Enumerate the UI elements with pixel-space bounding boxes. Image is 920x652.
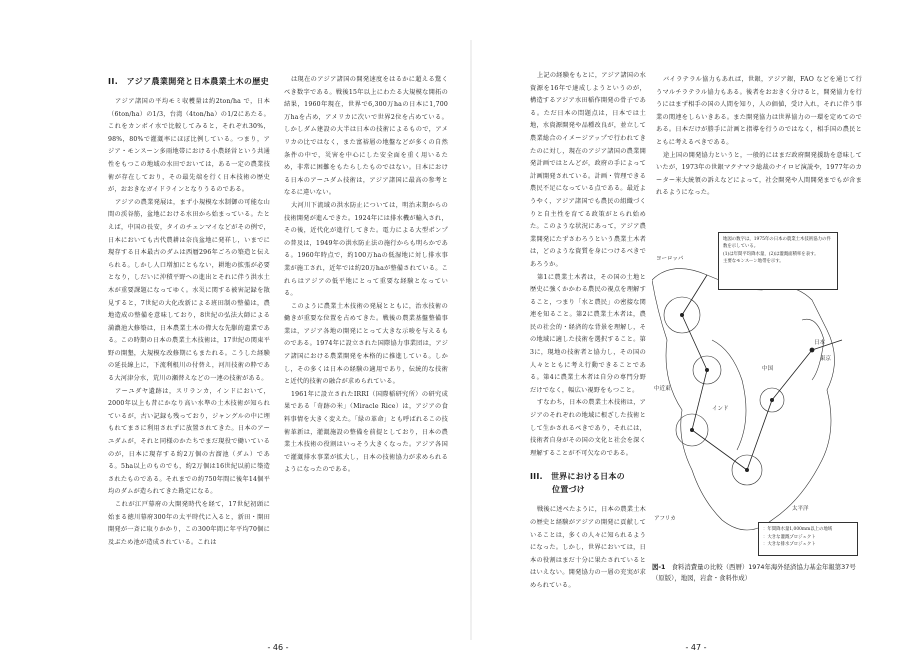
gutter xyxy=(470,40,472,640)
figure-caption-text: 食料消費量の比較（西暦）1974年海外経済協力基金年報第37号（原版），地図，岩倉・食料作成） xyxy=(652,563,856,582)
paragraph: アーユダヤ遺跡は，スリランカ，インドにおいて，2000年以上も昔にかなり高い水準の土木技術が知られているが，古い記録も残っており，ジャングルの中に埋もれてまさに利用されずに放置されてきた。日本のアーユダムが，それと同様のかたちでまだ現役で働いているのが，日本に現存する約2万個の古溜池（ダム）である。5ha以上のものでも，約2万個は16世紀以前に築造されたものである。それまでの約750年間に後年14個平均のダムが造られてきた勘定になる。 xyxy=(108,387,270,496)
left-col-2 xyxy=(284,74,448,594)
left-page xyxy=(108,70,448,652)
legend-line: 主要なモンスーン地帯を示す。 xyxy=(723,258,784,264)
paragraph: 第1に農業土木者は，その国の土地と歴史に強くかかわる農民の視点を理解すること，つまり「水と農民」の密接な関連を知ること。第2に農業土木者は，農民の社会的・経済的な背景を理解し，その地域に適した技術を選択すること。第3に，現地の技術者と協力し，その国の人々とともに考え行動できることである。第4に農業土木者は自分の専門分野だけでなく，幅広い視野をもつこと。 xyxy=(530,273,646,394)
section-title-sub: 位置づけ xyxy=(552,485,585,495)
left-col-1 xyxy=(108,70,270,590)
page-number: - 47 - xyxy=(685,643,707,652)
paragraph: アジア諸国の平均モミ収穫量は約2ton/ha で，日本（6ton/ha）の1/3，台湾（4ton/ha）の1/2にあたる。これをカンボイ水で比較してみると，それぞれ30%，98%，80%で灌漑率にほぼ比例している。つまり，アジア・モンスーン多雨地帯における小農経営という共通性をもつこの地域の水田でおいては，ある一定の農業技術が存在しており，その最先端を行く日本技術の歴史が，おおきなガイドラインとなりうるのである。 xyxy=(108,98,270,194)
section-title: II. アジア農業開発と日本農業土木の歴史 xyxy=(108,77,270,86)
right-col-2 xyxy=(656,74,862,224)
paragraph: このように農業土木技術の発展とともに，治水技術の働きが重要な位置を占めてきた。戦後の農業基盤整備事業は，アジア各地の開発にとって大きな示唆を与えるものである。1974年に設立された国際協力事業団は，アジア諸国における農業開発を本格的に推進している。しかし，その多くは日本の経験の適用であり，伝統的な技術と近代的技術の融合が求められている。 xyxy=(284,302,448,386)
map-label-sea: 太平洋 xyxy=(792,506,809,512)
map-label-tokyo: 東京 xyxy=(820,356,832,362)
map-label-mid-left: 中近東 xyxy=(654,386,671,392)
page-number: - 46 - xyxy=(267,643,289,652)
legend-line: 地図の数字は，1975年の日本の農業土木技術協力の件数を示している。 xyxy=(723,237,831,250)
right-col-1 xyxy=(530,70,646,590)
figure-legend-bottom xyxy=(758,522,858,556)
legend-line: ：年間降水量1,000mm以上の地域 xyxy=(763,527,833,532)
map-label-japan: 日本 xyxy=(814,340,826,346)
paragraph: アジアの農業発展は，まず小規模な水制御の可能な山間の渓谷筋，盆地における水田から始まっている。たとえば，中国の長安，タイのチェンマイなどがその例で，日本においても古代農耕は奈良盆地に発祥し，いまでに現存する日本最古のダムは西暦296年ごろの築造と伝えられる。しかし人口増加にともない，耕地の拡張が必要となり，しだいに沖積平野への進出とそれに伴う洪水土木が重要課題になってゆく。水災に関する被害記録を散見すると，7世紀の大化改新による班田制の整備は，農地造成の整備を意味しており，8世紀の弘法大師による満濃池大修築は，日本農業土木の偉大な先駆的遺業である。この時期の日本の農業土木技術は，17世紀の関東平野の開墾，大規模な改修期にもまたれる。こうした経験の延長線上に，下流利根川の付替え，河川技術の粋である大河津分水，荒川の瀬替えなどの一連の技術がある。 xyxy=(108,198,270,383)
right-page xyxy=(530,70,862,652)
paragraph: バイラテラル協力もあれば，世銀，アジア銀，FAO などを通じて行うマルチラテラル協力もある。後者をおおきく分けると，開発協力を行うにはまず相手の国の人間を知り，人の価値，受け入れ，それに伴う事業の関連をしらいきある。また開発協力は世界協力の一環を定めてのである。日本だけが勝手に計画と指導を行うのではなく，相手国の農民とともに考えるべきである。 xyxy=(656,76,862,146)
figure-caption-label: 図-1 xyxy=(652,563,666,571)
section-title-main: III. 世界における日本の xyxy=(530,472,625,482)
paragraph: 大河川下流域の洪水防止については，明治末期からの技術開発が進んできた。1924年には排水機が輸入され，その後，近代化が進行してきた。電力による大型ポンプの普及は，1949年の洪水防止法の施行からも明らかである。1960年時点で，約100万haの低湿地に対し排水事業が施工され，近年では約20万haが整備されている。これらはアジアの低平地にとって重要な経験となっている。 xyxy=(284,201,448,298)
map-label-top-left: ヨーロッパ xyxy=(656,256,684,262)
paragraph: は現在のアジア諸国の開発速度をはるかに超える驚くべき数字である。戦後15年以上にわたる大規模な開拓の結果，1960年現在，世界で6,300万haの日本に1,700万haを占め，アメリカに次いで世界2位を占めている。しかしダム建設の大半は日本の技術によるもので，アメリカの比ではなく，また富裕層の地盤などが多くの自然条件の中で，災害を中心にした安全面を重く用いるため，非常に困難をもたらしたものではない。日本における日本のアーユダム技術は，アジア諸国に最高の参考となるに違いない。 xyxy=(284,76,448,197)
legend-line: ：大きな灌漑プロジェクト xyxy=(763,534,816,540)
map-label-bottom-left: アフリカ xyxy=(654,516,676,522)
map-label-india: インド xyxy=(712,406,729,412)
map-label-china: 中国 xyxy=(762,366,774,372)
paragraph: 途上国の開発協力というと，一般的にはまだ政府開発援助を意味していたが，1973年の世銀マクナマラ総裁のナイロビ演説や，1977年のカーター米大統領の訴えなどによって，社会開発や人間開発までもが含まれるようになった。 xyxy=(656,151,862,197)
paragraph: すなわち，日本の農業土木技術は，アジアのそれぞれの地域に根ざした技術として生かされるべきであり，それには，技術者自身がその国の文化と社会を深く理解することが不可欠なのである。 xyxy=(530,399,646,457)
paragraph: 戦後に述べたように，日本の農業土木の歴史と経験がアジアの開発に貢献していることは，多くの人々に知られるようになった。しかし，世界においては，日本の役割はまだ十分に果たされているとはいえない。開発協力の一層の充実が求められている。 xyxy=(530,506,646,589)
paragraph: これが江戸幕府の大開発時代を経て，17世紀初頭に始まる徳川幕府300年の太平時代に入ると，新田・開田開発が一斉に取りかかり，この300年間に年平均70個に及ぶため池が造成されている。これは xyxy=(108,501,270,546)
figure-legend-top xyxy=(718,232,838,290)
section-title xyxy=(530,470,646,496)
paragraph: 上記の経験をもとに，アジア諸国の水資源を16年で達成しようというのが，構造するアジア水田稲作開発の骨子である。ただ日本の問題点は，日本では土地，水資源開発や品種改良が，並立して農業総合のイメージアップで行われてきたのに対し，現在のアジア諸国の農業開発計画ではとんどが，政府の手によって計画開発されている。計画・管理できる農民不足になっている点である。最近ようやく，アジア諸国でも農民の組織づくりと自主性を育てる政策がとられ始めた。このような状況にあって，アジア農業開発にたずさわろうという農業土木者は，どのような資質を身につけるべきであろうか。 xyxy=(530,72,646,268)
figure-caption xyxy=(652,562,864,584)
legend-line: (1)は年間平均降水量，(2)は灌漑面積率を表す。 xyxy=(723,251,819,257)
paragraph: 1961年に設立されたIRRI（国際稲研究所）の研究成果である「奇跡の米」（Miracle Rice）は，アジアの食料事情を大きく変えた。「緑の革命」とも呼ばれるこの技術革新は，灌漑施設の整備を前提としており，日本の農業土木技術の役割はいっそう大きくなった。アジア各国で灌漑排水事業が拡大し，日本の技術協力が求められるようになったのである。 xyxy=(284,390,448,474)
legend-line: ：大きな排水プロジェクト xyxy=(763,542,816,548)
